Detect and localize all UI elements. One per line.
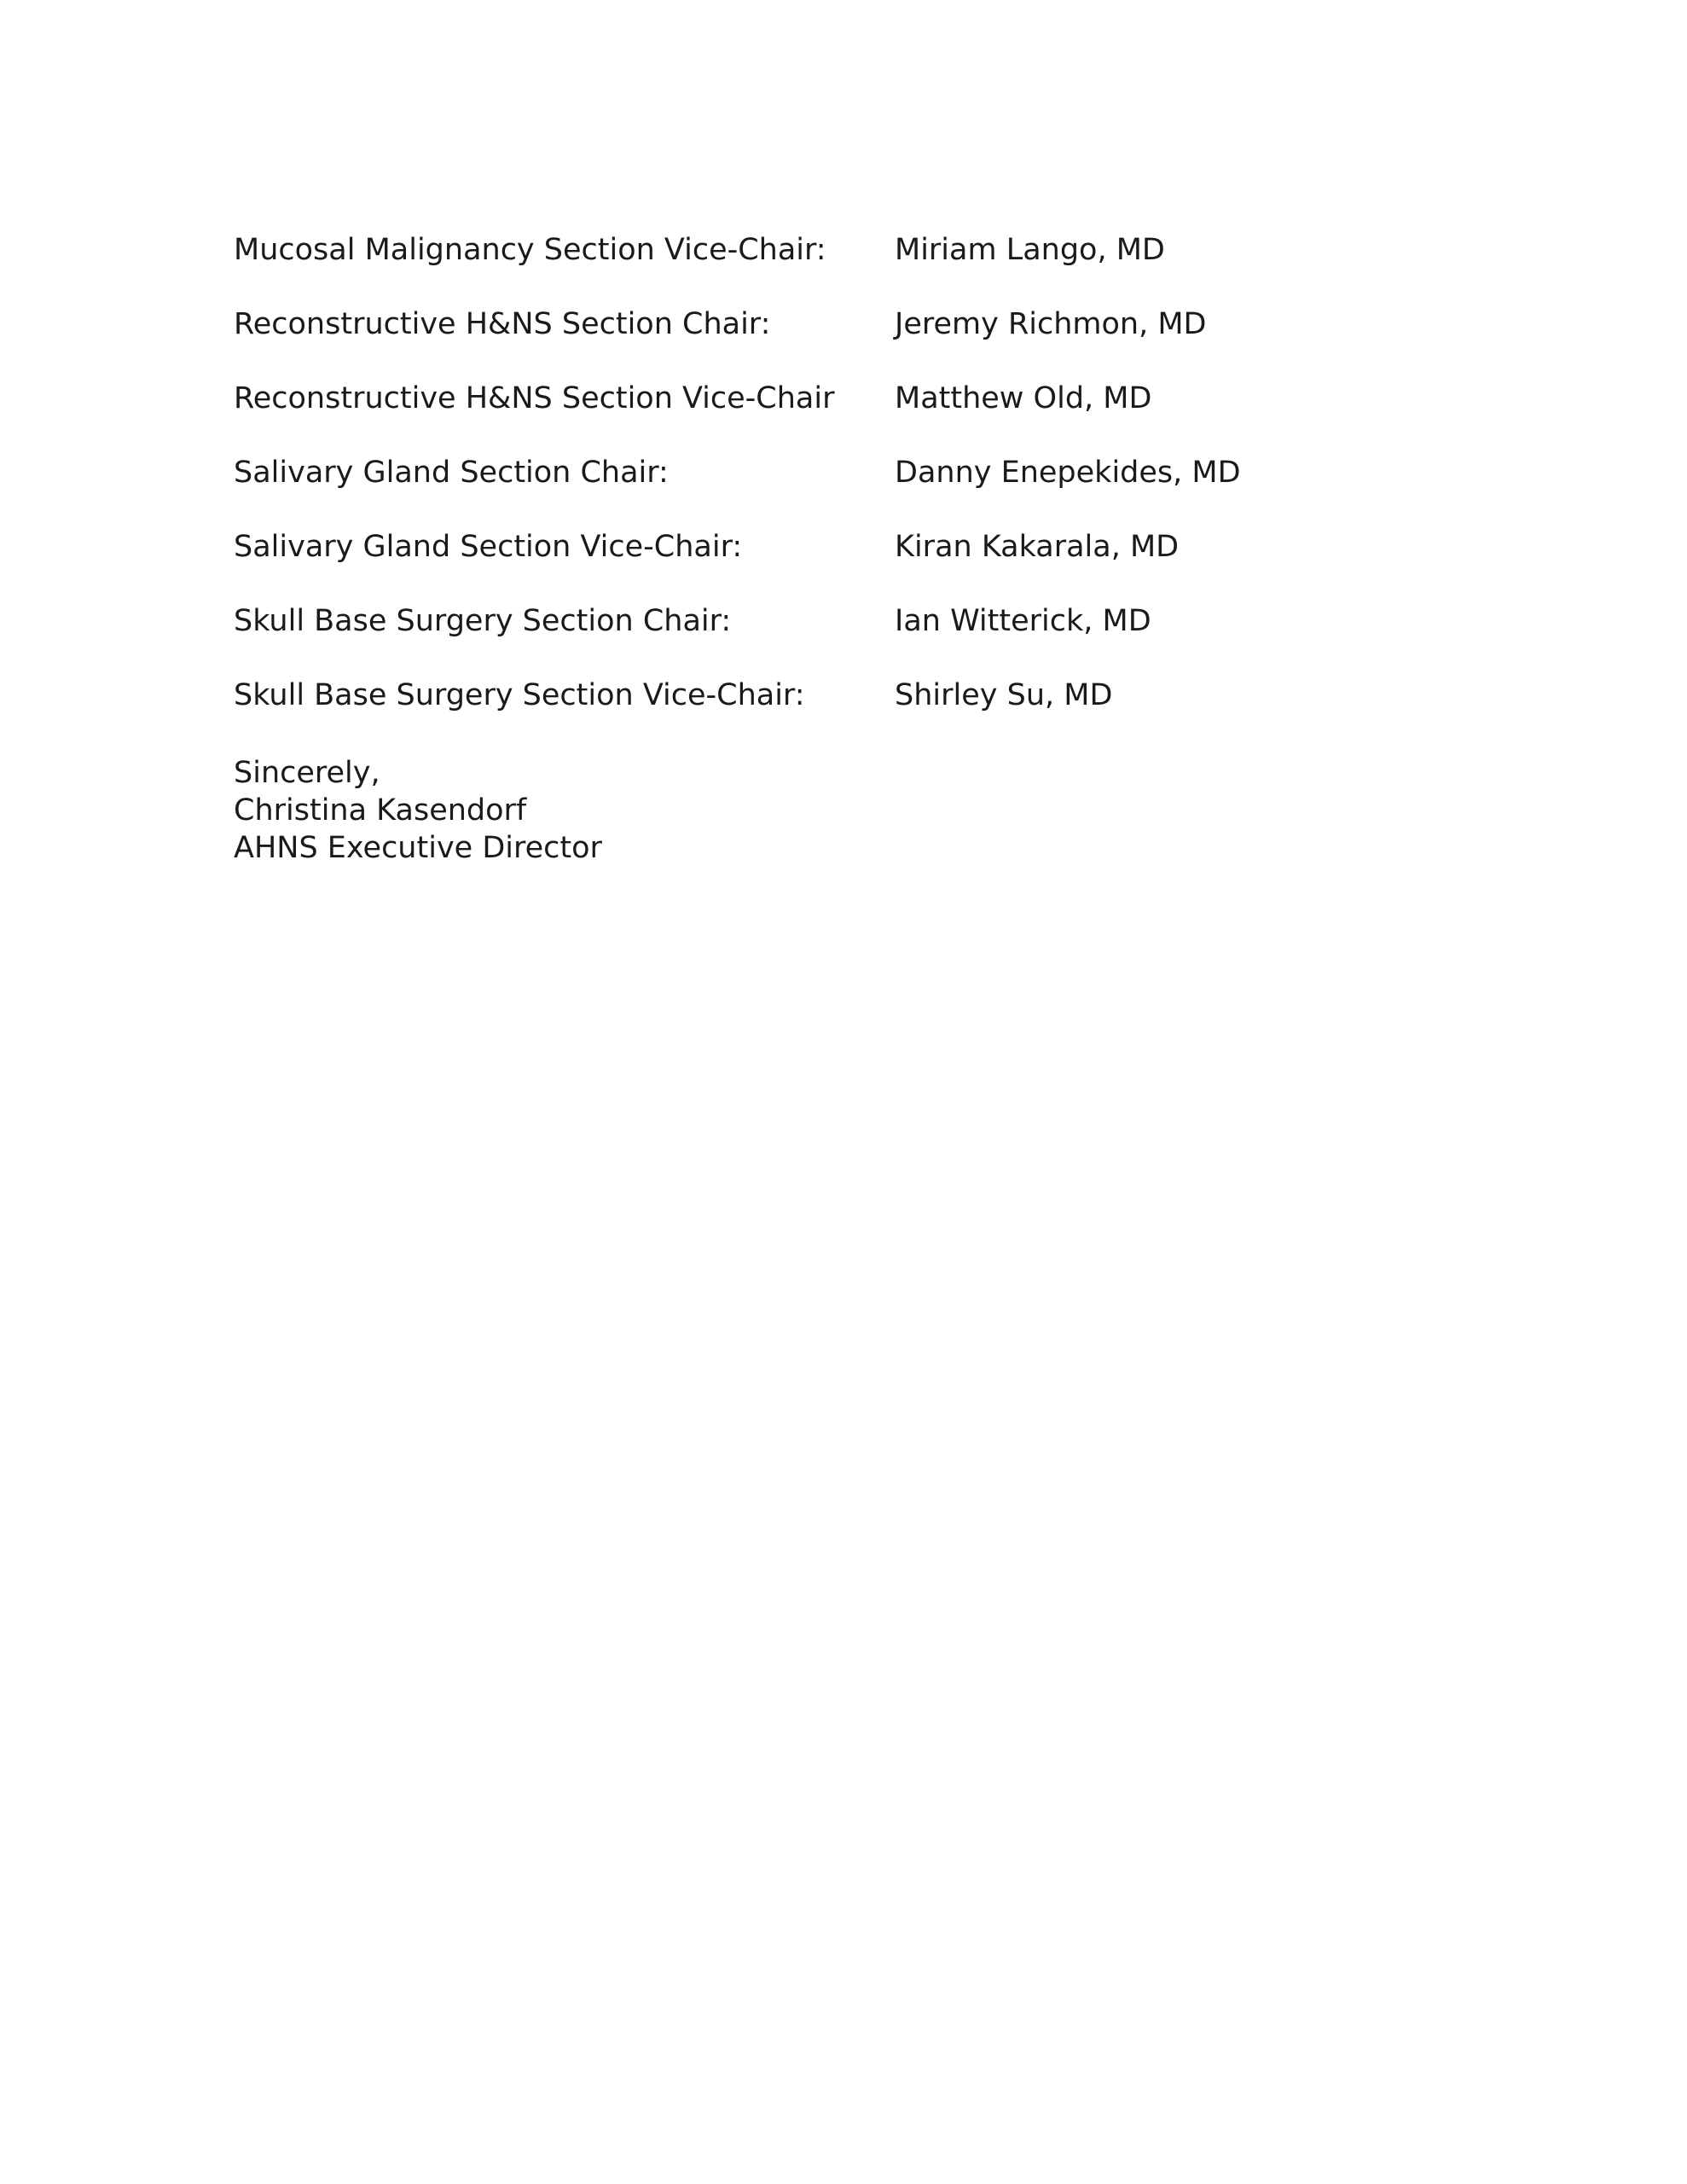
roster-name: Danny Enepekides, MD — [895, 456, 1241, 490]
roster-row — [234, 600, 1513, 674]
roster-name: Miriam Lango, MD — [895, 233, 1165, 267]
roster-name: Kiran Kakarala, MD — [895, 530, 1180, 564]
roster-role: Salivary Gland Section Vice-Chair: — [234, 530, 743, 564]
roster-row — [234, 377, 1513, 451]
roster-name: Jeremy Richmon, MD — [895, 307, 1207, 341]
roster-row — [234, 303, 1513, 377]
roster-role: Reconstructive H&NS Section Vice-Chair — [234, 381, 835, 415]
roster-row — [234, 229, 1513, 303]
roster-name: Ian Witterick, MD — [895, 604, 1151, 638]
roster-role: Skull Base Surgery Section Chair: — [234, 604, 732, 638]
roster-role: Salivary Gland Section Chair: — [234, 456, 669, 490]
roster-row — [234, 526, 1513, 600]
letter-signoff — [234, 754, 602, 867]
roster-row — [234, 674, 1513, 748]
officer-roster — [234, 229, 1513, 748]
roster-name: Shirley Su, MD — [895, 678, 1113, 712]
roster-role: Reconstructive H&NS Section Chair: — [234, 307, 771, 341]
roster-role: Mucosal Malignancy Section Vice-Chair: — [234, 233, 826, 267]
roster-row — [234, 451, 1513, 526]
signer-name: Christina Kasendorf — [234, 793, 527, 828]
signer-title: AHNS Executive Director — [234, 831, 602, 865]
closing-text: Sincerely, — [234, 756, 380, 790]
roster-name: Matthew Old, MD — [895, 381, 1152, 415]
roster-role: Skull Base Surgery Section Vice-Chair: — [234, 678, 805, 712]
